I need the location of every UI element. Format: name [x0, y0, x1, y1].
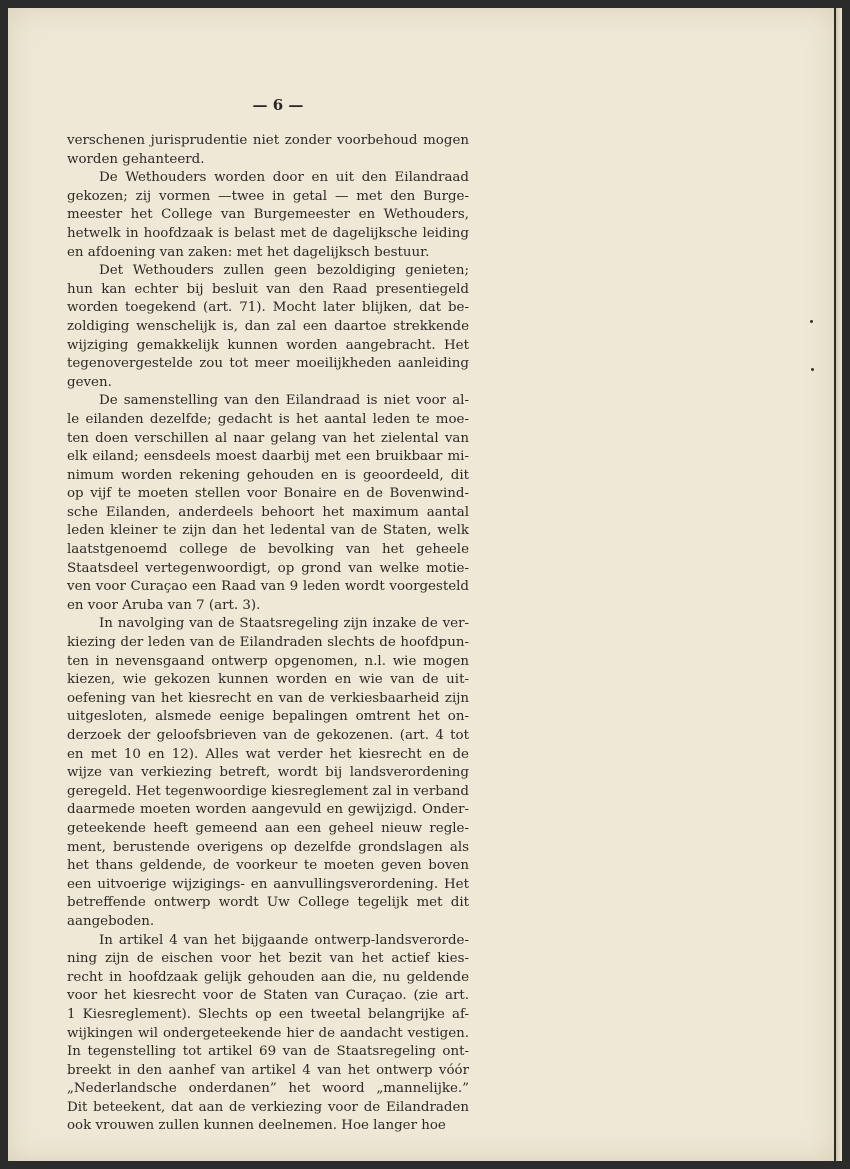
- text-line: worden gehanteerd.: [67, 151, 205, 167]
- page-number: — 6 —: [252, 96, 304, 114]
- text-line: wijze van verkiezing betreft, wordt bij landsverordening: [67, 765, 469, 781]
- text-line: ning zijn de eischen voor het bezit van het actief kies-: [67, 951, 469, 967]
- text-line: verschenen jurisprudentie niet zonder voorbehoud mogen: [67, 133, 469, 148]
- text-line: derzoek der geloofsbrieven van de gekozenen. (art. 4 tot: [67, 728, 469, 743]
- text-line: en met 10 en 12). Alles wat verder het kiesrecht en de: [67, 746, 469, 762]
- text-line: op vijf te moeten stellen voor Bonaire en de Bovenwind-: [67, 486, 469, 502]
- text-line: betreffende ontwerp wordt Uw College tegelijk met dit: [67, 895, 469, 911]
- text-line: een uitvoerige wijzigings- en aanvullingsverordening. Het: [67, 876, 469, 892]
- text-line: kiezen, wie gekozen kunnen worden en wie van de uit-: [67, 672, 469, 688]
- text-line: ook vrouwen zullen kunnen deelnemen. Hoe langer hoe: [67, 1118, 446, 1134]
- text-line: wijziging gemakkelijk kunnen worden aangebracht. Het: [67, 337, 469, 353]
- text-line: gekozen; zij vormen —twee in getal — met den Burge-: [67, 188, 469, 204]
- text-line: geregeld. Het tegenwoordige kiesreglement zal in verband: [67, 783, 469, 799]
- text-line: In navolging van de Staatsregeling zijn inzake de ver-: [99, 616, 469, 632]
- text-line: en afdoening van zaken: met het dagelijksch bestuur.: [67, 244, 430, 260]
- text-line: Dit beteekent, dat aan de verkiezing voor de Eilandraden: [67, 1099, 469, 1115]
- scan-speck: [811, 368, 814, 371]
- text-line: zoldiging wenschelijk is, dan zal een daartoe strekkende: [67, 318, 469, 334]
- text-line: meester het College van Burgemeester en Wethouders,: [67, 207, 469, 223]
- text-line: De samenstelling van den Eilandraad is niet voor al-: [99, 393, 469, 409]
- page-edge: [836, 8, 842, 1161]
- text-line: geven.: [67, 374, 112, 390]
- text-line: uitgesloten, alsmede eenige bepalingen omtrent het on-: [67, 709, 469, 725]
- text-line: daarmede moeten worden aangevuld en gewijzigd. Onder-: [67, 802, 469, 818]
- text-line: 1 Kiesreglement). Slechts op een tweetal belangrijke af-: [67, 1006, 469, 1022]
- text-line: ven voor Curaçao een Raad van 9 leden wordt voorgesteld: [67, 579, 469, 595]
- text-line: laatstgenoemd college de bevolking van het geheele: [67, 542, 469, 558]
- text-line: hetwelk in hoofdzaak is belast met de dagelijksche leiding: [67, 225, 469, 241]
- text-line: en voor Aruba van 7 (art. 3).: [67, 597, 261, 613]
- text-line: sche Eilanden, anderdeels behoort het maximum aantal: [67, 504, 469, 520]
- text-line: voor het kiesrecht voor de Staten van Curaçao. (zie art.: [67, 988, 469, 1004]
- text-line: worden toegekend (art. 71). Mocht later blijken, dat be-: [67, 300, 469, 316]
- text-line: le eilanden dezelfde; gedacht is het aantal leden te moe-: [67, 411, 469, 427]
- text-line: geteekende heeft gemeend aan een geheel nieuw regle-: [67, 820, 469, 836]
- text-line: ment, berustende overigens op dezelfde grondslagen als: [67, 839, 469, 855]
- text-line: Staatsdeel vertegenwoordigt, op grond van welke motie-: [67, 560, 469, 576]
- text-line: elk eiland; eensdeels moest daarbij met een bruikbaar mi-: [67, 449, 469, 465]
- text-line: In artikel 4 van het bijgaande ontwerp-landsverorde-: [99, 932, 469, 948]
- text-line: Det Wethouders zullen geen bezoldiging genieten;: [99, 263, 469, 279]
- text-line: wijkingen wil ondergeteekende hier de aandacht vestigen.: [67, 1025, 469, 1041]
- text-line: ten in nevensgaand ontwerp opgenomen, n.l. wie mogen: [67, 653, 469, 669]
- text-line: ten doen verschillen al naar gelang van het zielental van: [67, 430, 469, 446]
- text-line: In tegenstelling tot artikel 69 van de Staatsregeling ont-: [67, 1044, 469, 1060]
- text-line: leden kleiner te zijn dan het ledental van de Staten, welk: [67, 523, 469, 539]
- text-line: De Wethouders worden door en uit den Eilandraad: [99, 170, 469, 186]
- text-line: „Nederlandsche onderdanen” het woord „mannelijke.”: [67, 1081, 469, 1097]
- text-line: recht in hoofdzaak gelijk gehouden aan die, nu geldende: [67, 969, 469, 985]
- text-line: nimum worden rekening gehouden en is geoordeeld, dit: [67, 467, 469, 483]
- text-line: hun kan echter bij besluit van den Raad presentiegeld: [67, 281, 469, 297]
- text-line: het thans geldende, de voorkeur te moeten geven boven: [67, 858, 469, 874]
- text-line: breekt in den aanhef van artikel 4 van het ontwerp vóór: [67, 1062, 469, 1078]
- body-text: [67, 132, 469, 1136]
- text-line: kiezing der leden van de Eilandraden slechts de hoofdpun-: [67, 635, 469, 651]
- text-line: tegenovergestelde zou tot meer moeilijkheden aanleiding: [67, 356, 469, 372]
- document-page: [8, 8, 834, 1161]
- text-line: oefening van het kiesrecht en van de verkiesbaarheid zijn: [67, 690, 469, 706]
- scan-speck: [810, 320, 813, 323]
- text-line: aangeboden.: [67, 913, 155, 929]
